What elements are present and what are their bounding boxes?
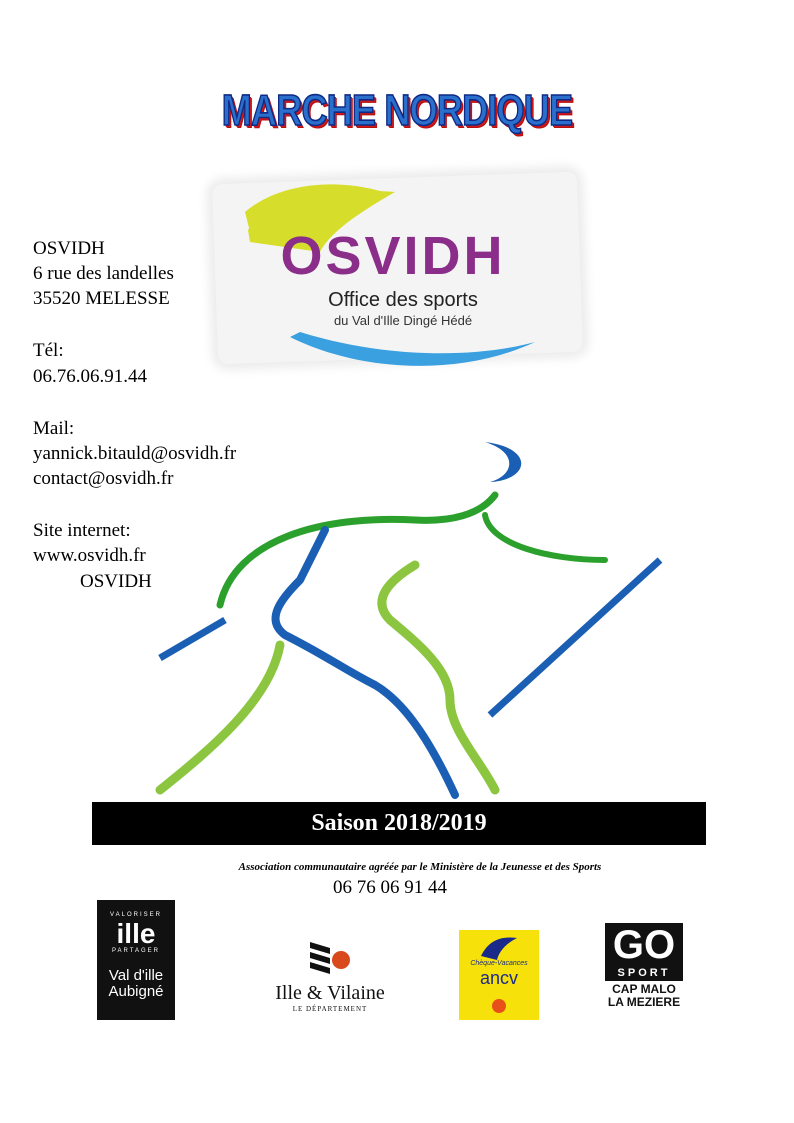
gosport-box: [605, 923, 683, 981]
osvidh-logo-subtitle: Office des sports: [328, 289, 478, 311]
gosport-location-2: LA MEZIERE: [607, 995, 681, 1009]
nordic-walker-illustration: [150, 430, 670, 805]
osvidh-logo-text: OSVIDH: [280, 226, 506, 286]
contact-city: 35520 MELESSE: [33, 288, 170, 309]
ille-vilaine-emblem-icon: [305, 940, 355, 980]
ancv-tag: Chèque-Vacances: [470, 960, 528, 967]
page-title: MARCHE NORDIQUE: [221, 86, 573, 135]
season-banner: Saison 2018/2019: [92, 802, 706, 845]
valdille-mid-text: PARTAGER: [111, 948, 160, 954]
walker-body: [276, 530, 455, 795]
association-text: Association communautaire agréée par le Ministère de la Jeunesse et des Sports: [238, 861, 602, 873]
valdille-logo: [97, 900, 175, 1020]
contact-mail-label: Mail:: [33, 418, 75, 439]
ille-vilaine-dept: LE DÉPARTEMENT: [292, 1005, 368, 1013]
contact-site-label: Site internet:: [33, 520, 131, 541]
contact-email-2[interactable]: contact@osvidh.fr: [33, 468, 174, 489]
ille-vilaine-name: Ille & Vilaine: [275, 982, 385, 1004]
walker-back: [220, 495, 495, 605]
valdille-top-text: VALORISER: [110, 912, 162, 918]
walker-arm: [485, 515, 605, 560]
ancv-logo: [459, 930, 539, 1020]
gosport-logo: [605, 923, 683, 1020]
gosport-sport: SPORT: [617, 967, 671, 979]
contact-site-name: OSVIDH: [80, 571, 152, 592]
gosport-go: GO: [612, 923, 676, 967]
valdille-big-text: ille: [116, 918, 156, 949]
logo-blue-swoosh: [290, 332, 535, 366]
contact-street: 6 rue des landelles: [33, 263, 174, 284]
walker-left-pole: [160, 620, 225, 658]
footer-phone: 06 76 06 91 44: [333, 877, 447, 898]
walker-back-leg: [160, 645, 280, 790]
contact-email-1[interactable]: yannick.bitauld@osvidh.fr: [33, 443, 237, 464]
ille-vilaine-logo: [270, 940, 390, 1020]
walker-head: [485, 442, 521, 482]
contact-phone: 06.76.06.91.44: [33, 366, 147, 387]
valdille-city-1: Val d'ille: [108, 967, 164, 984]
contact-org: OSVIDH: [33, 238, 105, 259]
contact-phone-label: Tél:: [33, 340, 64, 361]
osvidh-logo-subtitle-2: du Val d'Ille Dingé Hédé: [333, 313, 473, 328]
gosport-location-1: CAP MALO: [612, 982, 676, 996]
walker-right-pole: [490, 560, 660, 715]
ancv-dot-icon: [489, 996, 509, 1016]
contact-site[interactable]: www.osvidh.fr: [33, 545, 146, 566]
ancv-name: ancv: [479, 968, 519, 988]
valdille-city-2: Aubigné: [108, 983, 164, 1000]
